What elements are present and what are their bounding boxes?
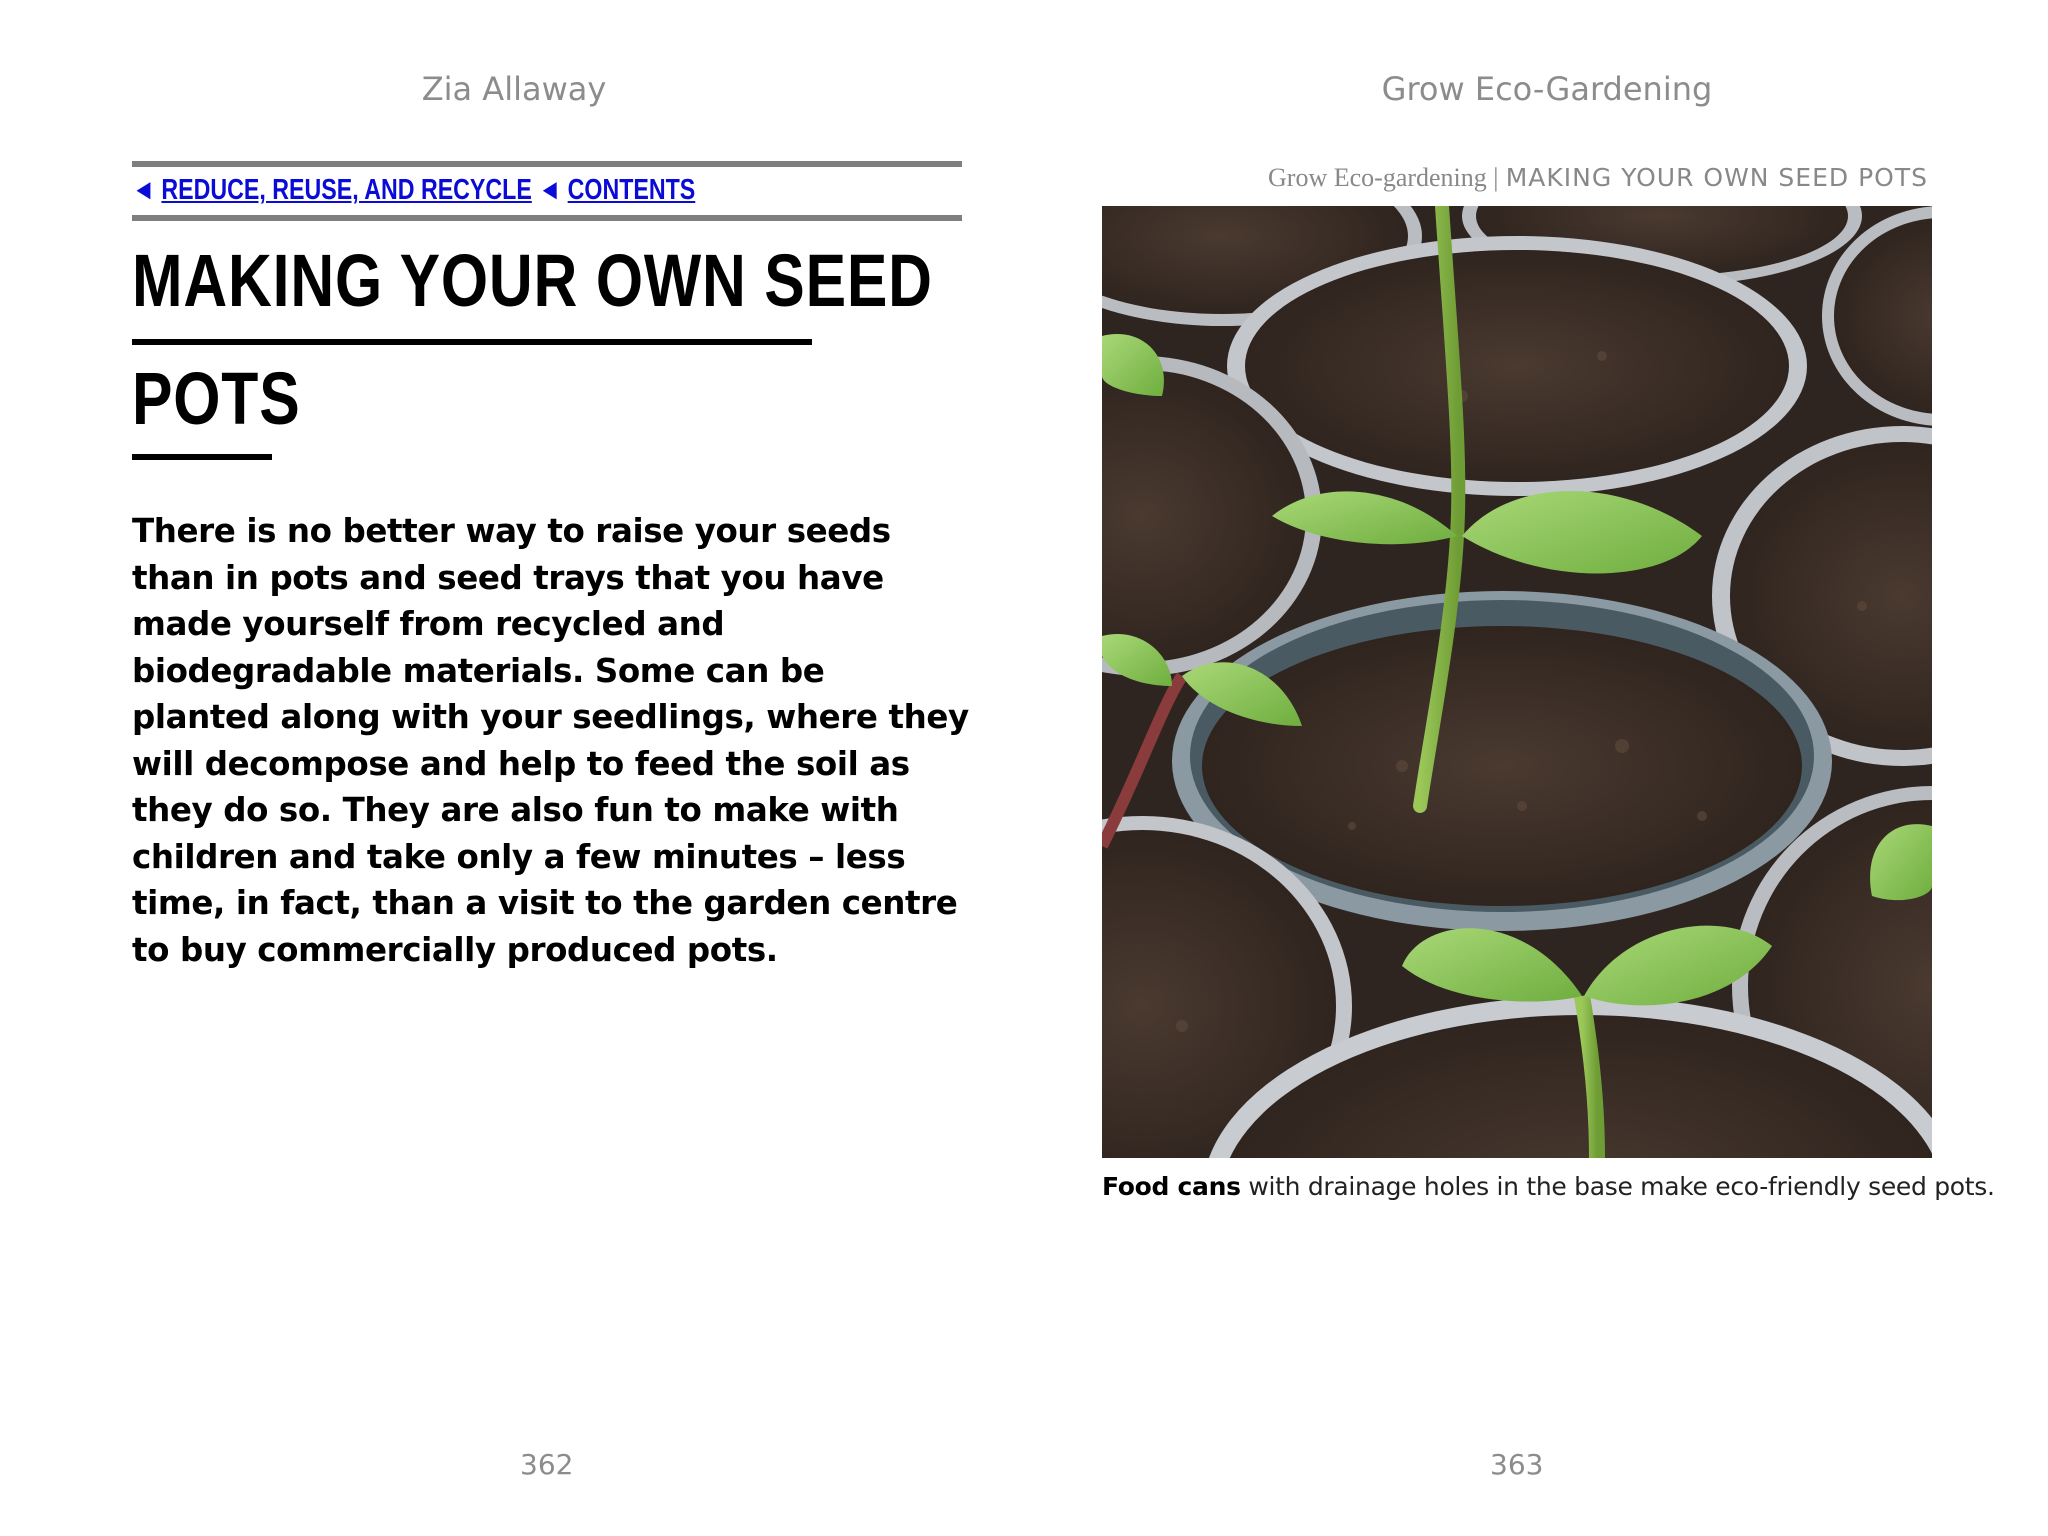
chapter-navigation-bar <box>132 161 962 221</box>
seedlings-in-food-cans-photo <box>1102 206 1932 1158</box>
right-page-header-book-title: Grow Eco-Gardening <box>1381 70 1713 108</box>
title-underline <box>132 454 272 460</box>
chapter-title-line-2: POTS <box>132 357 301 440</box>
chapter-intro-paragraph: There is no better way to raise your seeds than in pots and seed trays that you have made yourself from recycled and biodegradable materials. Some can be planted along with your seedlings, where they will decompose and help to feed the soil as they do so. They are also fun to make with children and take only a few minutes – less time, in fact, than a visit to the garden centre to buy commercially produced pots. <box>132 512 969 969</box>
page-number-left: 362 <box>520 1448 574 1481</box>
page-number-right: 363 <box>1490 1448 1544 1481</box>
back-arrow-icon: ◄ <box>538 174 562 206</box>
caption-bold-lead: Food cans <box>1102 1172 1241 1201</box>
nav-link-reduce-reuse-recycle[interactable]: REDUCE, REUSE, AND RECYCLE <box>161 174 532 206</box>
running-head <box>1268 162 1928 193</box>
running-head-section: MAKING YOUR OWN SEED POTS <box>1505 163 1928 192</box>
left-page-header-author: Zia Allaway <box>421 70 607 108</box>
title-underline <box>132 339 812 345</box>
caption-text: with drainage holes in the base make eco-friendly seed pots. <box>1240 1172 1995 1201</box>
chapter-title-line-1: MAKING YOUR OWN SEED <box>132 239 933 322</box>
nav-link-contents[interactable]: CONTENTS <box>567 174 696 206</box>
photo-caption <box>1102 1172 1995 1201</box>
back-arrow-icon: ◄ <box>132 174 155 206</box>
running-head-book: Grow Eco-gardening | <box>1268 163 1499 192</box>
